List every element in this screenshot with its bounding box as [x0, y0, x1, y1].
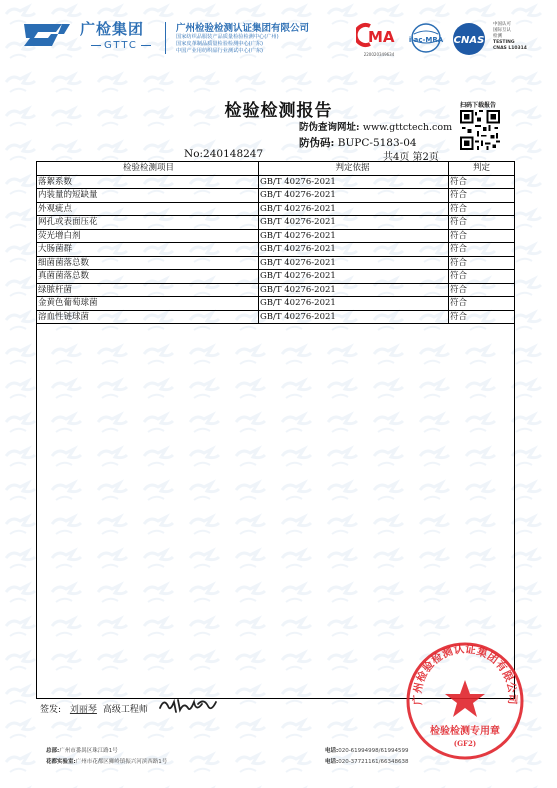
- table-row: [37, 203, 514, 217]
- footer-hq: [46, 746, 118, 754]
- brand-name-cn: 广检集团: [80, 20, 145, 38]
- cnas-caption-line: 国际互认: [493, 28, 511, 33]
- issuer-signature: [40, 702, 148, 715]
- cell-judgement: 符合: [450, 217, 468, 227]
- cell-item: 真菌菌落总数: [38, 271, 90, 281]
- table-row: [37, 189, 514, 203]
- seal-ring-text: 广州检验检测认证集团有限公司: [411, 643, 519, 706]
- results-table: [36, 161, 515, 699]
- cnas-mark: [448, 22, 490, 58]
- center-line: 国家皮革制品质量检验检测中心(广东): [176, 41, 264, 47]
- cma-mark: [356, 22, 402, 56]
- issuer-name: 刘丽琴: [69, 705, 97, 715]
- cell-basis: GB/T 40276-2021: [260, 230, 336, 241]
- cell-basis: GB/T 40276-2021: [260, 257, 336, 268]
- table-row: [37, 216, 514, 230]
- table-row: [37, 284, 514, 298]
- center-list: [176, 34, 279, 55]
- ilac-logo-text: ilac-MRA: [408, 36, 444, 44]
- footer-branch-label: 花都实验室:: [46, 759, 76, 765]
- cell-judgement: 符合: [450, 176, 468, 187]
- qr-caption: 扫码下载报告: [460, 102, 497, 109]
- table-header-row: [37, 162, 514, 176]
- verify-website-label: 防伪查询网址:: [299, 122, 360, 133]
- header-divider: [165, 22, 166, 54]
- table-row: [37, 176, 514, 190]
- cell-judgement: 符合: [450, 311, 468, 322]
- cell-judgement: 符合: [450, 203, 468, 214]
- company-name: 广州检验检测认证集团有限公司: [176, 23, 310, 34]
- center-line: 中国产业用纺织品行业测试中心(广东): [176, 48, 264, 54]
- verify-website-link[interactable]: www.gttctech.com: [362, 122, 453, 133]
- cnas-caption-line: 中国认可: [493, 22, 511, 27]
- footer-hq-phone-value: 020-61994998/61994599: [338, 748, 409, 754]
- report-number-label: No:: [184, 148, 204, 160]
- cell-judgement: 符合: [450, 257, 468, 268]
- cell-basis: GB/T 40276-2021: [260, 271, 336, 281]
- official-seal-icon: [404, 640, 526, 762]
- cell-judgement: 符合: [450, 284, 468, 295]
- cell-judgement: 符合: [450, 271, 468, 281]
- table-row: [37, 270, 514, 284]
- seal-code: (GF2): [453, 739, 477, 748]
- cnas-logo-text: CNAS: [453, 35, 485, 46]
- table-row: [37, 311, 514, 325]
- verify-code-value: BUPC-5183-04: [337, 137, 417, 149]
- cnas-caption: [493, 22, 527, 52]
- header-basis: 判定依据: [335, 163, 370, 173]
- footer-branch-phone-label: 电话:: [325, 759, 339, 765]
- cell-item: 荧光增白剂: [38, 230, 81, 241]
- issuer-title: 高级工程师: [102, 705, 148, 715]
- cell-basis: GB/T 40276-2021: [260, 244, 336, 254]
- cell-item: 溶血性链球菌: [38, 311, 90, 322]
- cell-item: 绿脓杆菌: [38, 284, 73, 295]
- handwritten-signature-icon: [158, 694, 218, 716]
- cell-judgement: 符合: [450, 190, 468, 200]
- footer-branch: [46, 757, 167, 765]
- page-indicator: 共4页 第2页: [383, 152, 439, 163]
- cnas-logo-icon: [448, 22, 490, 58]
- center-line: 国家纺织品服装产品质量检验检测中心(广州): [176, 34, 279, 40]
- cell-item: 落絮系数: [38, 176, 73, 187]
- cell-item: 大肠菌群: [38, 244, 73, 254]
- verify-website: [299, 119, 452, 133]
- cell-judgement: 符合: [450, 244, 468, 254]
- header-item: 检验检测项目: [122, 163, 174, 173]
- cell-judgement: 符合: [450, 298, 468, 308]
- cell-basis: GB/T 40276-2021: [260, 176, 336, 187]
- cma-number: 220020349634: [363, 52, 395, 57]
- table-row: [37, 297, 514, 311]
- cnas-caption-line: TESTING: [493, 40, 515, 45]
- footer-branch-phone-value: 020-37721161/66348638: [338, 759, 409, 765]
- footer-hq-label: 总部:: [46, 748, 60, 754]
- report-title: 检验检测报告: [224, 101, 333, 121]
- cell-judgement: 符合: [450, 230, 468, 241]
- cell-item: 网孔或表面压花: [38, 217, 98, 227]
- table-row: [37, 257, 514, 271]
- ilac-mra-mark: [406, 22, 446, 58]
- footer-hq-phone-label: 电话:: [325, 748, 339, 754]
- seal-center-text: 检验检测专用章: [430, 726, 500, 737]
- cell-basis: GB/T 40276-2021: [260, 190, 336, 200]
- report-number-value: 240148247: [203, 148, 264, 160]
- qr-code-icon[interactable]: [460, 110, 500, 150]
- ilac-logo-icon: [406, 22, 446, 58]
- cma-logo-icon: [356, 22, 402, 48]
- issuer-label: 签发:: [40, 705, 62, 715]
- cell-item: 外观疵点: [38, 203, 73, 214]
- cell-basis: GB/T 40276-2021: [260, 217, 336, 227]
- cell-basis: GB/T 40276-2021: [260, 311, 336, 322]
- cell-item: 细菌菌落总数: [38, 257, 90, 268]
- footer-hq-address: 广州市番禺区珠江路1号: [59, 748, 118, 754]
- cell-basis: GB/T 40276-2021: [260, 298, 336, 308]
- cell-basis: GB/T 40276-2021: [260, 203, 336, 214]
- cell-item: 金黄色葡萄球菌: [38, 298, 98, 308]
- cell-basis: GB/T 40276-2021: [260, 284, 336, 295]
- cma-logo-text: MA: [368, 28, 395, 46]
- gttc-logo-icon: [22, 20, 72, 50]
- footer-hq-phone: [325, 746, 409, 754]
- cnas-caption-line: CNAS L10314: [493, 46, 527, 51]
- report-number: [184, 148, 263, 160]
- header-judgement: 判定: [472, 163, 490, 173]
- verify-code-label: 防伪码:: [299, 137, 335, 149]
- cell-item: 内装量的短缺量: [38, 190, 98, 200]
- footer-branch-phone: [325, 757, 409, 765]
- footer-branch-address: 广州市花都区狮岭镇振兴河滨西路1号: [75, 759, 168, 765]
- table-row: [37, 243, 514, 257]
- table-row: [37, 230, 514, 244]
- brand-name-en: GTTC: [88, 40, 154, 51]
- cnas-caption-line: 检测: [493, 34, 502, 39]
